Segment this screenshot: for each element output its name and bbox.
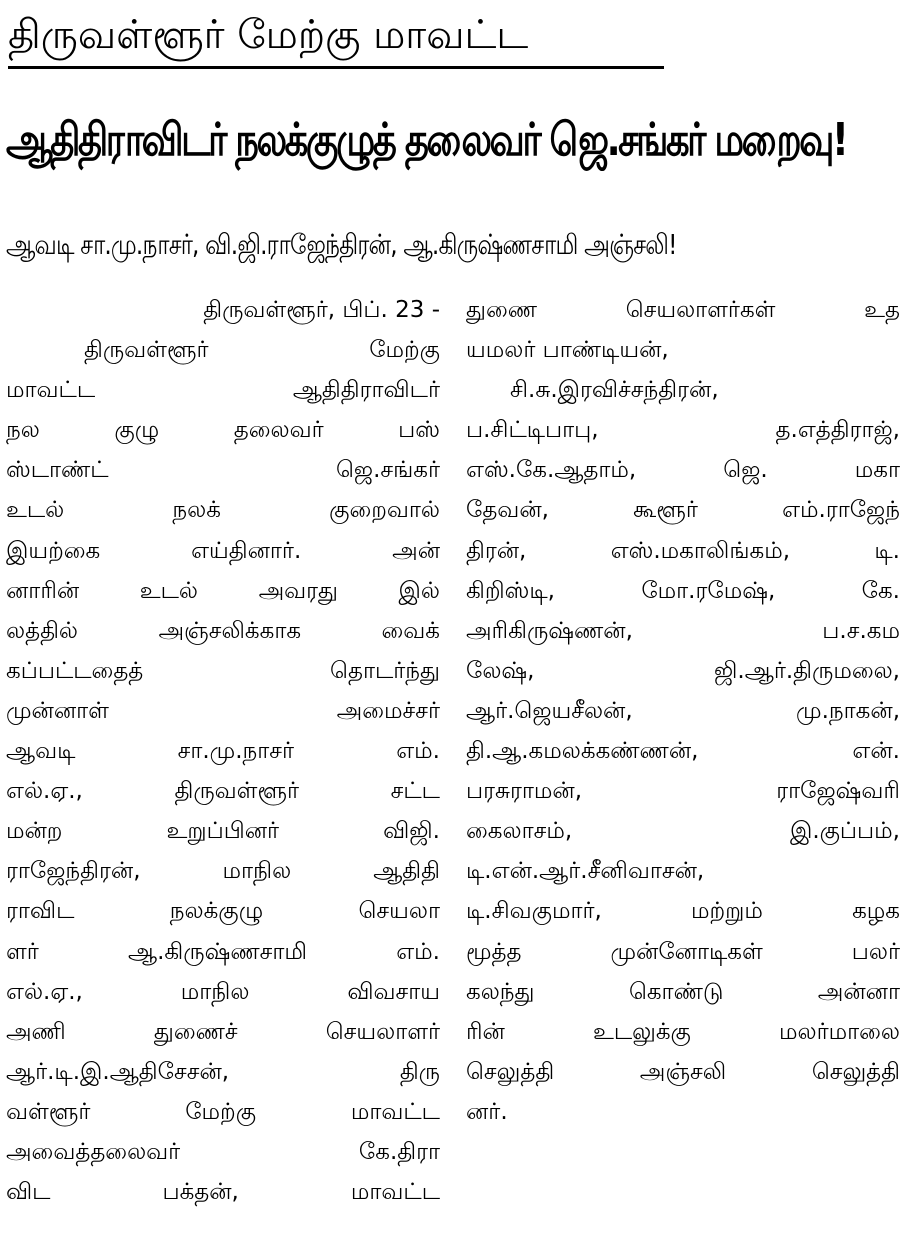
body-line: அவைத்தலைவர் கே.திரா [6,1138,440,1165]
dateline: திருவள்ளூர், பிப். 23 - [203,297,440,323]
body-line: இயற்கை எய்தினார். அன் [6,537,440,564]
body-line: சி.சு.இரவிச்சந்திரன், [510,377,719,404]
body-line: ஆர்.ஜெயசீலன், மு.நாகன், [466,697,900,724]
body-line: டி.என்.ஆர்.சீனிவாசன், [466,858,705,885]
body-line: எல்.ஏ., திருவள்ளூர் சட்ட [6,778,440,805]
left-column [6,290,440,1212]
body-line: துணை செயலாளர்கள் உத [466,297,900,323]
body-line: னர். [466,1098,508,1125]
body-line: மாவட்ட ஆதிதிராவிடர் [6,377,440,404]
body-line: தி.ஆ.கமலக்கண்ணன், என். [466,738,900,765]
body-line: எஸ்.கே.ஆதாம், ஜெ. மகா [466,457,900,484]
body-line: லத்தில் அஞ்சலிக்காக வைக் [6,617,440,644]
right-column [466,290,900,1132]
body-line: தேவன், கூளூர் எம்.ராஜேந் [466,497,900,524]
body-line: கிறிஸ்டி, மோ.ரமேஷ், கே. [466,577,900,604]
body-line: மன்ற உறுப்பினர் விஜி. [6,818,440,845]
body-line: மூத்த முன்னோடிகள் பலர் [466,938,900,965]
headline: ஆதிதிராவிடர் நலக்குழுத் தலைவர் ஜெ.சங்கர் மறைவு! [6,113,847,166]
body-line: கைலாசம், இ.குப்பம், [466,818,900,845]
kicker-heading: திருவள்ளூர் மேற்கு மாவட்ட [8,4,664,69]
body-line: டி.சிவகுமார், மற்றும் கழக [466,898,900,925]
body-line: அணி துணைச் செயலாளர் [6,1018,440,1045]
body-line: செலுத்தி அஞ்சலி செலுத்தி [466,1058,900,1085]
body-line: முன்னாள் அமைச்சர் [6,697,440,724]
body-line: ளர் ஆ.கிருஷ்ணசாமி எம். [6,938,440,965]
body-line: வள்ளூர் மேற்கு மாவட்ட [6,1098,440,1125]
body-line: திரன், எஸ்.மகாலிங்கம், டி. [466,537,900,564]
body-line: னாரின் உடல் அவரது இல் [6,577,440,604]
body-line: லேஷ், ஜி.ஆர்.திருமலை, [466,657,900,684]
body-line: ராவிட நலக்குழு செயலா [6,898,440,925]
body-line: திருவள்ளூர் மேற்கு [84,337,440,364]
body-line: எல்.ஏ., மாநில விவசாய [6,978,440,1005]
body-line: ப.சிட்டிபாபு, த.எத்திராஜ், [466,417,900,444]
body-line: கலந்து கொண்டு அன்னா [466,978,900,1005]
body-line: ரின் உடலுக்கு மலர்மாலை [466,1018,900,1045]
body-line: ஸ்டாண்ட் ஜெ.சங்கர் [6,457,440,484]
body-line: அரிகிருஷ்ணன், ப.ச.கம [466,617,900,644]
body-line: உடல் நலக் குறைவால் [6,497,440,524]
body-line: யமலர் பாண்டியன், [466,337,669,364]
body-line: ஆவடி சா.மு.நாசர் எம். [6,738,440,765]
body-line: கப்பட்டதைத் தொடர்ந்து [6,657,440,684]
body-line: ராஜேந்திரன், மாநில ஆதிதி [6,858,440,885]
body-line: நல குழு தலைவர் பஸ் [6,417,440,444]
subheadline: ஆவடி சா.மு.நாசர், வி.ஜி.ராஜேந்திரன், ஆ.கிருஷ்ணசாமி அஞ்சலி! [6,228,677,261]
body-line: விட பக்தன், மாவட்ட [6,1179,440,1206]
body-line: ஆர்.டி.இ.ஆதிசேசன், திரு [6,1058,440,1085]
body-line: பரசுராமன், ராஜேஷ்வரி [466,778,900,805]
